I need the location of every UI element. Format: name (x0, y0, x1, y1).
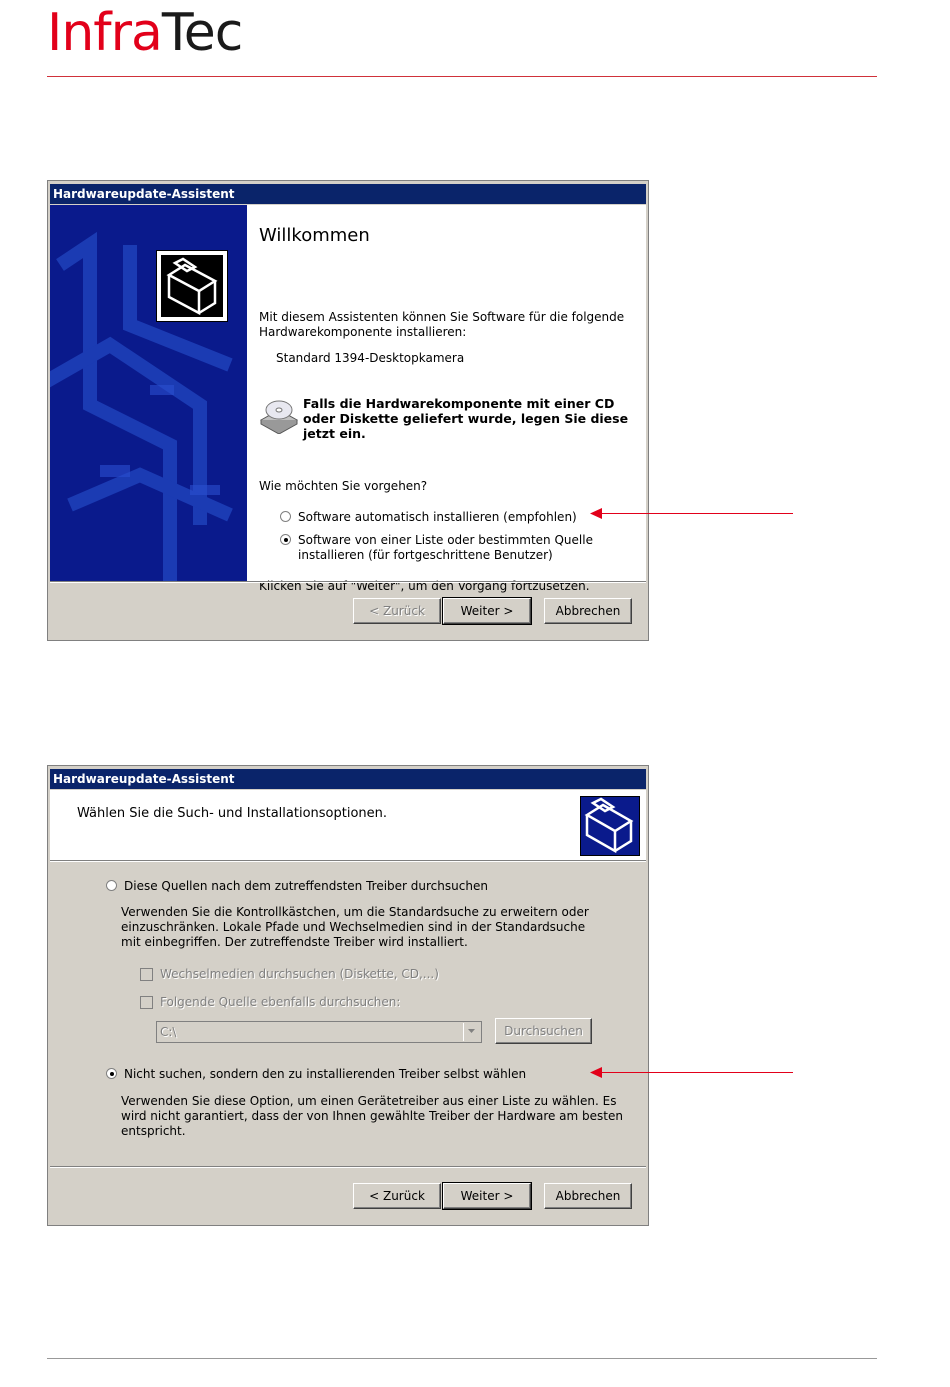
footer-text: Klicken Sie auf "Weiter", um den Vorgang fortzusetzen. (259, 579, 590, 593)
include-location-checkbox[interactable] (140, 996, 153, 1009)
search-sources-label[interactable]: Diese Quellen nach dem zutreffendsten Treiber durchsuchen (124, 879, 488, 893)
wizard-sidebar (50, 205, 247, 581)
header-separator (50, 860, 646, 862)
button-separator (50, 1166, 646, 1168)
search-options-dialog (47, 765, 649, 1226)
device-name: Standard 1394-Desktopkamera (276, 351, 465, 365)
page-title: Willkommen (259, 225, 370, 246)
back-button[interactable]: < Zurück (353, 598, 441, 624)
hardware-wizard-icon (580, 796, 640, 856)
welcome-dialog (47, 180, 649, 641)
path-value: C:\ (160, 1025, 177, 1039)
search-sources-radio[interactable] (106, 880, 117, 891)
hardware-wizard-icon (156, 250, 228, 322)
removable-media-checkbox[interactable] (140, 968, 153, 981)
button-separator (50, 581, 646, 583)
include-location-label[interactable]: Folgende Quelle ebenfalls durchsuchen: (160, 995, 401, 1009)
manual-driver-label[interactable]: Nicht suchen, sondern den zu installierenden Treiber selbst wählen (124, 1067, 527, 1081)
next-button[interactable]: Weiter > (443, 598, 531, 624)
infratec-logo: InfraTec (47, 3, 243, 63)
search-sources-description: Verwenden Sie die Kontrollkästchen, um die Standardsuche zu erweitern oder einzuschränken. Lokale Pfade und Wechselmedien sind in der Standardsuche mit einbegriffen. Der zutreffendste Treiber wird installiert. (121, 905, 589, 949)
wizard-content (247, 205, 646, 593)
intro-text: Mit diesem Assistenten können Sie Software für die folgende Hardwarekomponente installieren: (259, 310, 625, 339)
arrow-pointer-2 (597, 1072, 793, 1073)
removable-media-label[interactable]: Wechselmedien durchsuchen (Diskette, CD,...) (160, 967, 439, 981)
dialog-titlebar: Hardwareupdate-Assistent (50, 184, 646, 204)
chevron-down-icon (464, 1023, 479, 1039)
footer-divider (47, 1358, 877, 1359)
wizard-header (50, 790, 646, 860)
auto-install-label[interactable]: Software automatisch installieren (empfohlen) (298, 510, 577, 524)
auto-install-radio[interactable] (280, 511, 291, 522)
dropdown-button[interactable] (463, 1023, 480, 1041)
list-install-radio[interactable] (280, 534, 291, 545)
list-install-label[interactable]: Software von einer Liste oder bestimmten Quelle installieren (für fortgeschrittene Benutzer) (298, 533, 593, 562)
cd-hint-text: Falls die Hardwarekomponente mit einer CD oder Diskette geliefert wurde, legen Sie diese jetzt ein. (303, 396, 629, 441)
arrowhead-2-icon (590, 1067, 602, 1078)
question-text: Wie möchten Sie vorgehen? (259, 479, 428, 493)
browse-button[interactable]: Durchsuchen (495, 1018, 592, 1044)
cancel-button[interactable]: Abbrechen (544, 598, 632, 624)
cancel-button[interactable]: Abbrechen (544, 1183, 632, 1209)
back-button[interactable]: < Zurück (353, 1183, 441, 1209)
cd-icon (259, 398, 299, 434)
manual-driver-radio[interactable] (106, 1068, 117, 1079)
arrowhead-1-icon (590, 508, 602, 519)
manual-driver-description: Verwenden Sie diese Option, um einen Gerätetreiber aus einer Liste zu wählen. Es wird nicht garantiert, dass der von Ihnen gewählte Treiber der Hardware am besten entspricht. (121, 1094, 623, 1138)
next-button[interactable]: Weiter > (443, 1183, 531, 1209)
page-title: Wählen Sie die Such- und Installationsoptionen. (77, 806, 388, 821)
path-combobox[interactable] (156, 1021, 482, 1043)
dialog-titlebar: Hardwareupdate-Assistent (50, 769, 646, 789)
header-divider (47, 76, 877, 77)
arrow-pointer-1 (597, 513, 793, 514)
